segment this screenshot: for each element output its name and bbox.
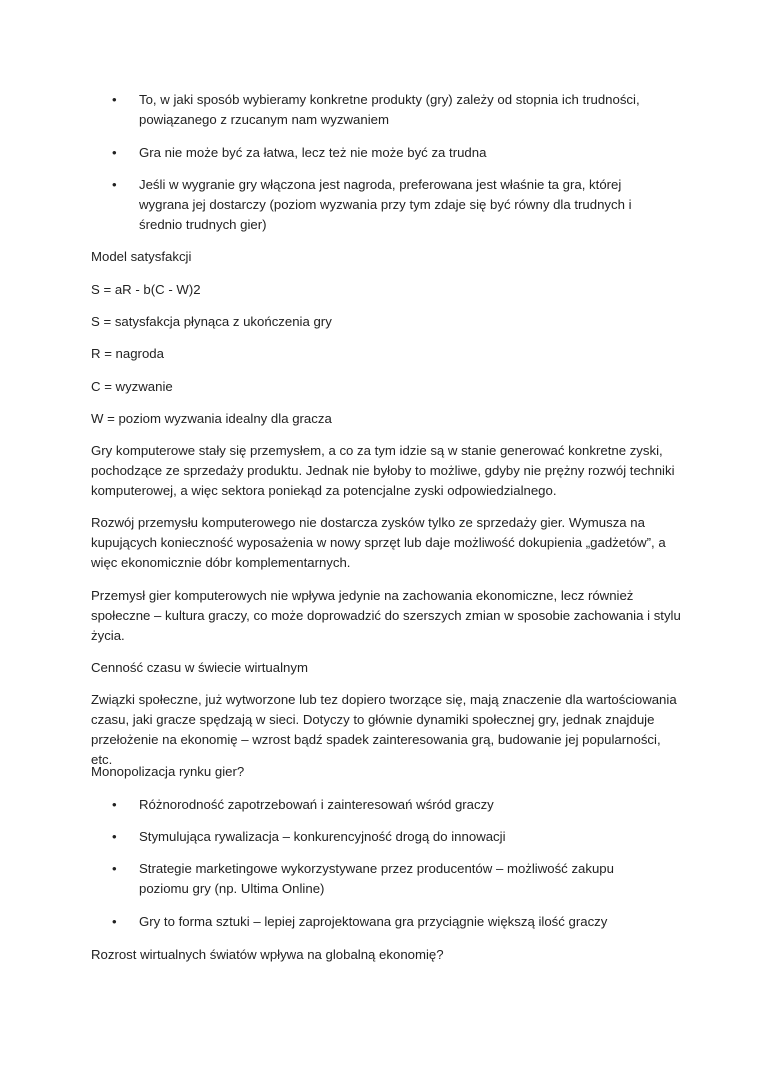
bullet-text: Jeśli w wygranie gry włączona jest nagroda, preferowana jest właśnie ta gra, której wygrana jej dostarczy (poziom wyzwania przy tym zdaje się być równy dla trudnych i średnio trudnych gier) <box>139 177 632 232</box>
definition-s: S = satysfakcja płynąca z ukończenia gry <box>91 314 332 329</box>
paragraph: Rozwój przemysłu komputerowego nie dostarcza zysków tylko ze sprzedaży gier. Wymusza na kupujących konieczność wyposażenia w nowy sprzęt lub daje możliwość dokupienia „gadżetów”, a więc ekonomicznie dóbr komplementarnych. <box>91 515 666 570</box>
bullet-glyph: • <box>112 797 117 812</box>
paragraph: Przemysł gier komputerowych nie wpływa jedynie na zachowania ekonomiczne, lecz również społeczne – kultura graczy, co może doprowadzić do szerszych zmian w sposobie zachowania i stylu życia. <box>91 588 681 643</box>
bullet-text: Strategie marketingowe wykorzystywane przez producentów – możliwość zakupu poziomu gry (np. Ultima Online) <box>139 861 614 896</box>
model-heading: Model satysfakcji <box>91 249 192 264</box>
paragraph: Gry komputerowe stały się przemysłem, a co za tym idzie są w stanie generować konkretne zyski, pochodzące ze sprzedaży produktu. Jednak nie byłoby to możliwe, gdyby nie prężny rozwój techniki komputerowej, a więc sektora poniekąd za potencjalne zyski odpowiedzialnego. <box>91 443 675 498</box>
section-heading: Monopolizacja rynku gier? <box>91 764 245 779</box>
bullet-glyph: • <box>112 177 117 192</box>
bullet-glyph: • <box>112 829 117 844</box>
closing-question: Rozrost wirtualnych światów wpływa na globalną ekonomię? <box>91 947 444 962</box>
bullet-text: Gra nie może być za łatwa, lecz też nie może być za trudna <box>139 145 487 160</box>
paragraph: Związki społeczne, już wytworzone lub tez dopiero tworzące się, mają znaczenie dla wartościowania czasu, jaki gracze spędzają w sieci. Dotyczy to głównie dynamiki społecznej gry, jednak znajduje przełożenie na ekonomię – wzrost bądź spadek zainteresowania grą, budowanie jej popularności, etc. <box>91 692 677 767</box>
bullet-text: Stymulująca rywalizacja – konkurencyjność drogą do innowacji <box>139 829 506 844</box>
bullet-glyph: • <box>112 914 117 929</box>
formula: S = aR - b(C - W)2 <box>91 282 201 297</box>
definition-r: R = nagroda <box>91 346 164 361</box>
definition-w: W = poziom wyzwania idealny dla gracza <box>91 411 332 426</box>
bullet-text: Gry to forma sztuki – lepiej zaprojektowana gra przyciągnie większą ilość graczy <box>139 914 608 929</box>
bullet-glyph: • <box>112 861 117 876</box>
bullet-text: To, w jaki sposób wybieramy konkretne produkty (gry) zależy od stopnia ich trudności, powiązanego z rzucanym nam wyzwaniem <box>139 92 640 127</box>
bullet-text: Różnorodność zapotrzebowań i zainteresowań wśród graczy <box>139 797 494 812</box>
bullet-glyph: • <box>112 92 117 107</box>
section-heading: Cenność czasu w świecie wirtualnym <box>91 660 308 675</box>
bullet-glyph: • <box>112 145 117 160</box>
definition-c: C = wyzwanie <box>91 379 173 394</box>
